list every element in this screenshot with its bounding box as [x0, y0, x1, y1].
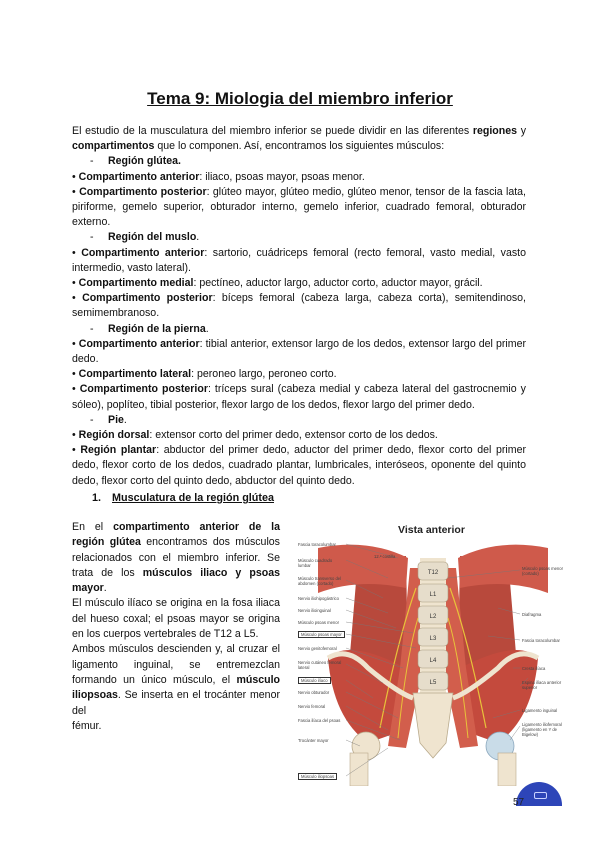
region-heading-gluteal: - Región glútea.: [90, 155, 181, 168]
intro-body: [72, 124, 526, 489]
list-item: • Compartimento posterior: tríceps sural (cabeza medial y cabeza lateral del gastrocnemio y sóleo), poplíteo, tibial posterior, flexor largo de los dedos, flexor largo del primer dedo.: [72, 383, 526, 411]
vertebra-label: T12: [427, 570, 439, 576]
femur-right: [498, 753, 516, 786]
page-number: 57: [513, 797, 525, 808]
figure-label-iliaco: Músculo ilíaco: [298, 677, 331, 684]
figure-label: Nervio iliohipogástrico: [298, 596, 339, 601]
figure-label: Músculo psoas menor (cortado): [522, 566, 563, 576]
figure-label: Músculo psoas menor: [298, 620, 339, 625]
list-item: • Región plantar: abductor del primer dedo, aductor del primer dedo, flexor corto del primer dedo, flexor corto de los dedos, cuadrado plantar, lumbricales, interóseos, oponente del quinto dedo, flexor corto del quinto dedo, abductor del quinto dedo.: [72, 444, 527, 487]
region-heading-foot: - Pie.: [90, 413, 127, 426]
figure-label: Músculo transverso del abdomen (cortado): [298, 576, 342, 586]
list-item: • Compartimento posterior: glúteo mayor, glúteo medio, glúteo menor, tensor de la fascia lata, piriforme, gemelo superior, obturador interno, gemelo inferior, cuadrado femoral, obturador externo.: [72, 185, 526, 229]
figure-label: Nervio ilioinguinal: [298, 608, 331, 613]
paragraph: El músculo ilíaco se origina en la fosa iliaca del hueso coxal; el psoas mayor se origina en los cuerpos vertebrales de T12 a L5.: [72, 597, 280, 641]
figure-label: Diafragma: [522, 612, 542, 617]
list-item: • Compartimento anterior: sartorio, cuádriceps femoral (recto femoral, vasto medial, vasto intermedio, vasto lateral).: [72, 246, 526, 274]
intro-text: que lo componen. Así, encontramos los siguientes músculos:: [154, 140, 445, 153]
sacrum: [413, 693, 453, 758]
paragraph: En el compartimento anterior de la región glútea encontramos dos músculos relacionados con el miembro inferior. Se trata de los músculos iliaco y psoas mayor.: [72, 521, 281, 595]
figure-label-iliopsoas: Músculo iliopsoas: [298, 773, 337, 780]
intro-bold-regiones: regiones: [472, 125, 517, 137]
figure-label: Nervio genitofemoral: [298, 646, 337, 651]
figure-label: Fascia toracolumbar: [522, 638, 560, 643]
figure-title: Vista anterior: [398, 524, 465, 536]
section-heading: 1. Musculatura de la región glútea: [92, 492, 274, 504]
figure-label: Ligamento inguinal: [522, 708, 558, 713]
figure-label: 12.ª costilla: [374, 554, 396, 559]
list-item: • Compartimento medial: pectíneo, aductor largo, aductor corto, aductor mayor, grácil.: [72, 277, 483, 290]
region-heading-thigh: - Región del muslo.: [90, 231, 200, 244]
vertebra-label: L2: [429, 614, 437, 620]
reader-icon: [534, 792, 547, 799]
figure-label: Nervio obturador: [298, 690, 330, 695]
figure-label: Músculo cuadrado lumbar: [298, 558, 333, 568]
paragraph: fémur.: [72, 719, 102, 732]
list-item: • Compartimento lateral: peroneo largo, peroneo corto.: [72, 368, 337, 381]
figure-label-psoas-mayor: Músculo psoas mayor: [298, 631, 345, 638]
vertebra-label: L5: [429, 680, 437, 686]
figure-label: Espina ilíaca anterior superior: [522, 680, 562, 690]
vertebra-label: L1: [429, 592, 437, 598]
region-heading-leg: - Región de la pierna.: [90, 322, 209, 335]
figure-label: Cresta ilíaca: [522, 666, 546, 671]
femur-left: [350, 753, 368, 786]
figure-label: Ligamento iliofemoral (ligamento en Y de Bigelow): [522, 722, 562, 737]
list-item: • Compartimento posterior: bíceps femoral (cabeza larga, cabeza corta), semitendinoso, semimembranoso.: [72, 292, 527, 320]
anatomy-figure: [288, 518, 578, 786]
intro-text: y: [517, 125, 526, 137]
list-item: • Compartimento anterior: tibial anterior, extensor largo de los dedos, extensor largo del primer dedo.: [72, 337, 526, 366]
figure-label: Nervio cutáneo femoral lateral: [298, 660, 342, 670]
vertebra-label: L4: [429, 658, 437, 664]
list-item: • Compartimento anterior: iliaco, psoas mayor, psoas menor.: [72, 170, 365, 183]
figure-label: Nervio femoral: [298, 704, 326, 709]
paragraph: Ambos músculos descienden y, al cruzar el ligamento inguinal, se entremezclan formando un único músculo, el músculo iliopsoas. Se inserta en el trocánter menor del: [72, 643, 280, 717]
intro-text: El estudio de la musculatura del miembro inferior se puede dividir en las diferentes: [72, 125, 473, 137]
figure-label: Fascia ilíaca del psoas: [298, 718, 341, 723]
vertebra-label: L3: [429, 636, 437, 642]
page-title: Tema 9: Miologia del miembro inferior: [147, 89, 453, 108]
figure-label: Fascia toracolumbar: [298, 542, 336, 547]
list-item: • Región dorsal: extensor corto del primer dedo, extensor corto de los dedos.: [72, 429, 438, 442]
section-text-column: [72, 520, 280, 734]
figure-label: Trocánter mayor: [298, 738, 329, 743]
intro-bold-compartimentos: compartimentos: [72, 140, 155, 153]
intro-paragraph: [72, 124, 526, 154]
